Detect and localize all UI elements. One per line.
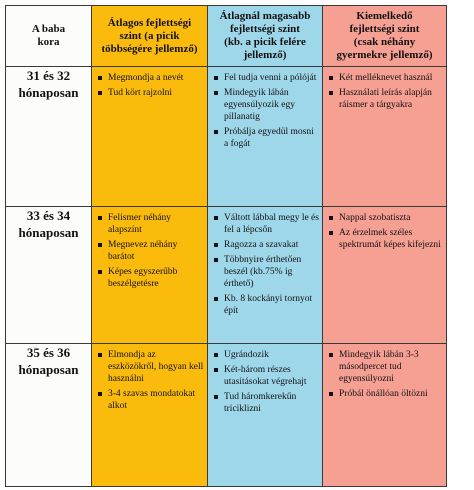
skill-item: Mindegyik lábán 3-3 másodpercet tud egyensúlyozni <box>327 349 443 385</box>
skill-list <box>208 207 322 317</box>
skill-item: Nappal szobatiszta <box>327 212 443 224</box>
skill-item: Többnyire érthetően beszél (kb.75% ig érthető) <box>212 254 319 290</box>
skill-item: Próbálja egyedül mosni a fogát <box>212 126 319 150</box>
header-average-level <box>92 6 208 67</box>
average-skills-cell <box>92 67 208 207</box>
skill-item: Kb. 8 kockányi tornyot épít <box>212 293 319 317</box>
average-skills-cell <box>92 344 208 487</box>
age-line: hónaposan <box>18 225 79 240</box>
table-header-row <box>6 6 447 67</box>
skill-item: Az érzelmek széles spektrumát képes kifejezni <box>327 227 443 251</box>
skill-list <box>208 67 322 150</box>
skill-item: Ragozza a szavakat <box>212 239 319 251</box>
skill-item: Fel tudja venni a pólóját <box>212 72 319 84</box>
table-row <box>6 344 447 487</box>
header-age <box>6 6 92 67</box>
age-cell <box>6 67 92 207</box>
skill-item: Próbál önállóan öltözni <box>327 388 443 400</box>
skill-list <box>323 344 446 400</box>
age-line: 33 és 34 <box>26 208 71 223</box>
outstanding-skills-cell <box>323 207 447 344</box>
skill-item: Két-három részes utasításokat végrehajt <box>212 364 319 388</box>
header-above-average-level <box>208 6 323 67</box>
header-line: gyermekre jellemző) <box>336 49 433 61</box>
skill-item: Megmondja a nevét <box>96 72 204 84</box>
skill-list <box>323 207 446 251</box>
skill-item: Ugrándozik <box>212 349 319 361</box>
header-line: fejlettségi szint <box>230 23 300 35</box>
skill-list <box>323 67 446 111</box>
skill-item: Tud kört rajzolni <box>96 87 204 99</box>
table-row <box>6 67 447 207</box>
skill-item: Mindegyik lábán egyensúlyozik egy pillanatig <box>212 87 319 123</box>
age-line: 31 és 32 <box>26 68 71 83</box>
above-average-skills-cell <box>208 207 323 344</box>
above-average-skills-cell <box>208 67 323 207</box>
header-age-line: kora <box>37 36 60 48</box>
outstanding-skills-cell <box>323 344 447 487</box>
header-line: Átlagos fejlettségi <box>107 16 192 29</box>
header-outstanding-level <box>323 6 447 67</box>
age-line: hónaposan <box>18 85 79 100</box>
age-line: hónaposan <box>18 362 79 377</box>
age-line: 35 és 36 <box>26 345 71 360</box>
skill-item: Elmondja az eszközökről, hogyan kell használni <box>96 349 204 385</box>
skill-item: Két melléknevet használ <box>327 72 443 84</box>
outstanding-skills-cell <box>323 67 447 207</box>
header-line: (csak néhány <box>353 36 416 48</box>
header-line: többségére jellemző) <box>101 42 198 55</box>
skill-item: Váltott lábbal megy le és fel a lépcsőn <box>212 212 319 236</box>
header-age-line: A baba <box>31 23 66 35</box>
skill-item: Felismer néhány alapszínt <box>96 212 204 236</box>
header-line: jellemző) <box>243 49 287 61</box>
header-line: Kiemelkedő <box>356 10 413 22</box>
skill-item: Képes egyszerűbb beszélgetésre <box>96 266 204 290</box>
header-line: Átlagnál magasabb <box>219 10 311 22</box>
skill-item: 3-4 szavas mondatokat alkot <box>96 388 204 412</box>
development-table <box>5 5 447 487</box>
average-skills-cell <box>92 207 208 344</box>
age-cell <box>6 344 92 487</box>
skill-list <box>92 344 207 412</box>
skill-item: Tud háromkerekűn triciklizni <box>212 391 319 415</box>
header-line: (kb. a picik felére <box>224 36 306 48</box>
header-line: szint (a picik <box>119 29 180 42</box>
age-cell <box>6 207 92 344</box>
table-row <box>6 207 447 344</box>
above-average-skills-cell <box>208 344 323 487</box>
skill-list <box>208 344 322 415</box>
skill-item: Használati leírás alapján ráismer a tárgyakra <box>327 87 443 111</box>
skill-list <box>92 207 207 290</box>
header-line: fejlettségi szint <box>349 23 420 35</box>
skill-item: Megnevez néhány barátot <box>96 239 204 263</box>
skill-list <box>92 67 207 99</box>
development-table-frame <box>3 3 448 487</box>
